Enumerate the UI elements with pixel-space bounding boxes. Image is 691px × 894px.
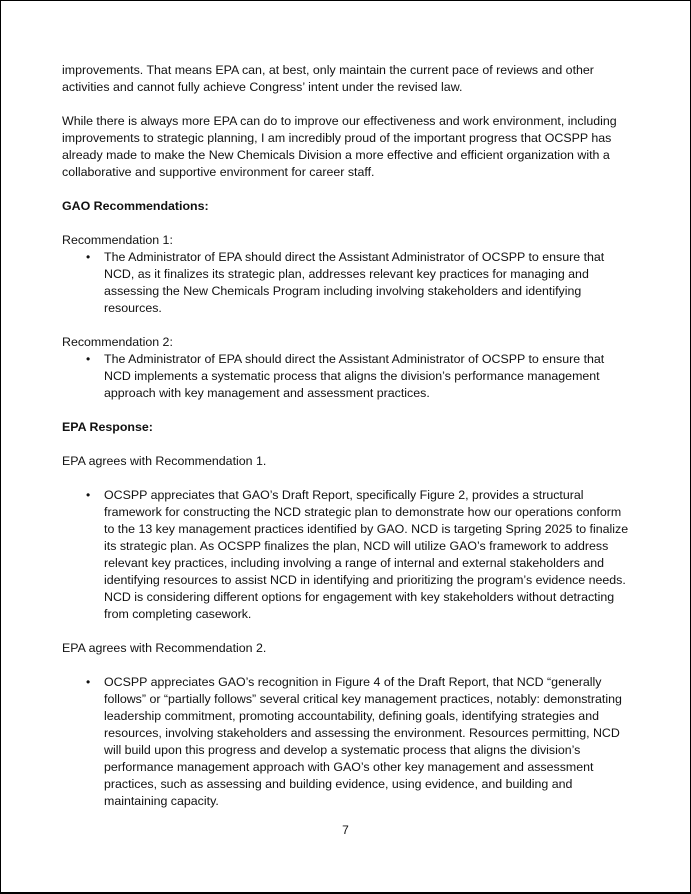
recommendation-2-list (62, 351, 634, 402)
recommendation-2-text: The Administrator of EPA should direct the Assistant Administrator of OCSPP to ensure that NCD implements a systematic process that aligns the division’s performance management approach with key management and assessment practices. (104, 352, 605, 400)
response-2-list (62, 674, 634, 810)
response-1 (62, 453, 634, 623)
response-2 (62, 640, 634, 810)
page-number: 7 (342, 823, 349, 837)
intro-paragraph-2: While there is always more EPA can do to improve our effectiveness and work environment, including improvements to strategic planning, I am incredibly proud of the important progress that OCSPP has already made to make the New Chemicals Division a more effective and efficient organization with a collaborative and supportive environment for career staff. (62, 114, 617, 179)
list-item (62, 249, 634, 317)
response-2-text: OCSPP appreciates GAO’s recognition in Figure 4 of the Draft Report, that NCD “generally follows” or “partially follows” several critical key management practices, notably: demonstrating leadership commitment, promoting accountability, defining goals, identifying strategies and resources, involving stakeholders and assessing the environment. Resources permitting, NCD will build upon this progress and develop a systematic process that aligns the division’s performance management approach with GAO’s other key management and assessment practices, such as assessing and building evidence, using evidence, and building and maintaining capacity. (104, 675, 622, 808)
response-1-text: OCSPP appreciates that GAO’s Draft Report, specifically Figure 2, provides a structural framework for constructing the NCD strategic plan to demonstrate how our operations conform to the 13 key management practices identified by GAO. NCD is targeting Spring 2025 to finalize its strategic plan. As OCSPP finalizes the plan, NCD will utilize GAO’s framework to address relevant key practices, including involving a range of internal and external stakeholders and identifying resources to assist NCD in identifying and prioritizing the program’s evidence needs. NCD is considering different options for engagement with key stakeholders without detracting from completing casework. (104, 488, 629, 621)
bullet-icon: • (86, 675, 91, 689)
recommendation-2-label: Recommendation 2: (62, 335, 173, 349)
recommendation-2 (62, 334, 634, 402)
list-item (62, 674, 634, 810)
intro-paragraph-1: improvements. That means EPA can, at best, only maintain the current pace of reviews and other activities and cannot fully achieve Congress’ intent under the revised law. (62, 63, 594, 94)
epa-response-heading: EPA Response: (62, 420, 153, 434)
bullet-icon: • (86, 488, 91, 502)
bullet-icon: • (86, 250, 91, 264)
gao-recommendations-heading: GAO Recommendations: (62, 199, 209, 213)
response-1-statement: EPA agrees with Recommendation 1. (62, 454, 267, 468)
response-1-list (62, 487, 634, 623)
list-item (62, 351, 634, 402)
page-content (62, 62, 634, 827)
response-2-statement: EPA agrees with Recommendation 2. (62, 641, 267, 655)
recommendation-1 (62, 232, 634, 317)
recommendation-1-list (62, 249, 634, 317)
list-item (62, 487, 634, 623)
recommendation-1-label: Recommendation 1: (62, 233, 173, 247)
recommendation-1-text: The Administrator of EPA should direct the Assistant Administrator of OCSPP to ensure that NCD, as it finalizes its strategic plan, addresses relevant key practices for managing and assessing the New Chemicals Program including involving stakeholders and identifying resources. (104, 250, 605, 315)
bullet-icon: • (86, 352, 91, 366)
